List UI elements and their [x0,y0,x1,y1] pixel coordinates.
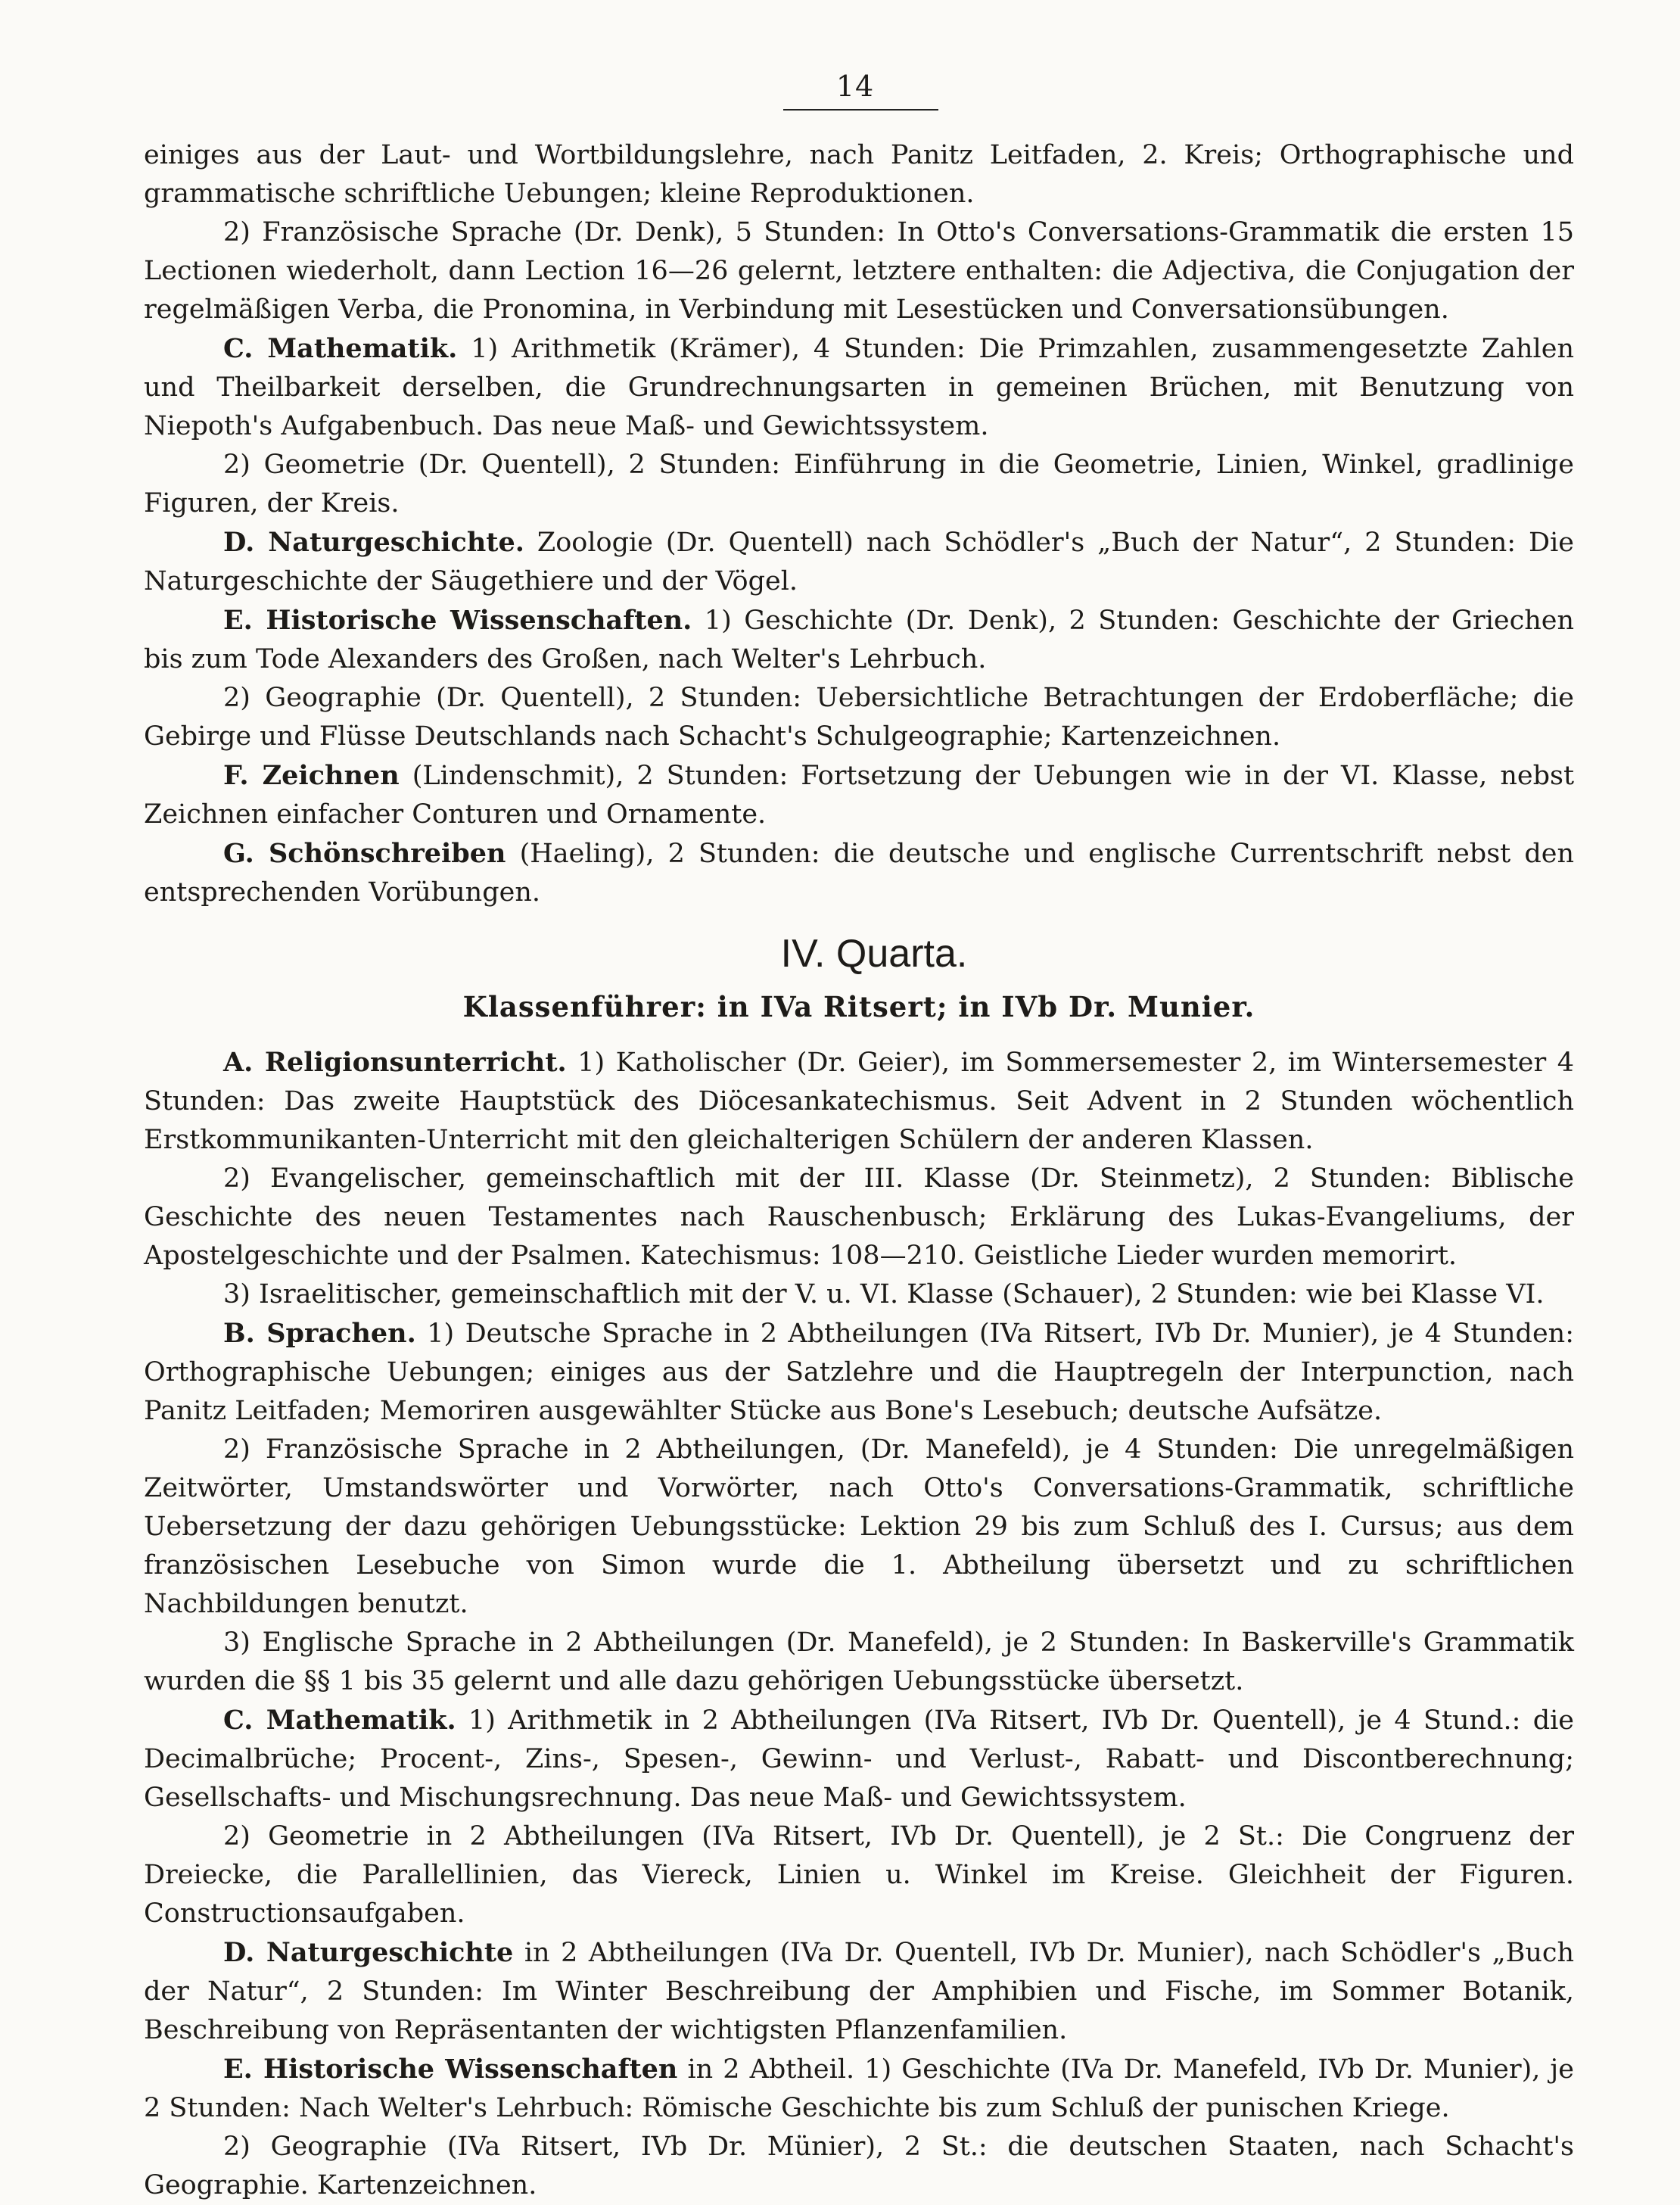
paragraph-q_isr [144,1275,1574,1314]
paragraph-text: einiges aus der Laut- und Wortbildungslehre, nach Panitz Leitfaden, 2. Kreis; Orthographische und grammatische schriftliche Uebungen; kleine Reproduktionen. [144,140,1574,209]
paragraph-text: (Lindenschmit), 2 Stunden: Fortsetzung der Uebungen wie in der VI. Klasse, nebst Zeichnen einfacher Conturen und Ornamente. [144,761,1575,830]
paragraph-text: 2) Geographie (Dr. Quentell), 2 Stunden: Uebersichtliche Betrachtungen der Erdoberfläche; die Gebirge und Flüsse Deutschlands nach Schacht's Schulgeographie; Kartenzeichnen. [144,683,1574,752]
paragraph-p_cont [144,136,1574,213]
paragraph-p_natur [144,523,1574,601]
subject-heading: A. Religionsunterricht. [223,1047,567,1078]
paragraph-q_rel [144,1043,1574,1160]
paragraph-text: 1) Deutsche Sprache in 2 Abtheilungen (IVa Ritsert, IVb Dr. Munier), je 4 Stunden: Orthographische Uebungen; einiges aus der Satzlehre und die Hauptregeln der Interpunction, nach Panitz Leitfaden; Memoriren ausgewählter Stücke aus Bone's Lesebuch; deutsche Aufsätze. [144,1319,1574,1426]
page-body [144,136,1574,2205]
paragraph-text: 2) Französische Sprache in 2 Abtheilungen, (Dr. Manefeld), je 4 Stunden: Die unregelmäßigen Zeitwörter, Umstandswörter und Vorwörter, nach Otto's Conversations-Grammatik, schriftliche Uebersetzung der dazu gehörigen Uebungsstücke: Lektion 29 bis zum Schluß des I. Cursus; aus dem französischen Lesebuche von Simon wurde die 1. Abtheilung übersetzt und zu schriftlichen Nachbildungen benutzt. [144,1434,1574,1619]
paragraph-q_spr [144,1314,1574,1431]
paragraph-p_schoen [144,834,1574,912]
paragraph-q_engl [144,1624,1574,1701]
paragraph-text: 2) Evangelischer, gemeinschaftlich mit der III. Klasse (Dr. Steinmetz), 2 Stunden: Biblische Geschichte des neuen Testamentes nach Rauschenbusch; Erklärung des Lukas-Evangeliums, der Apostelgeschichte und der Psalmen. Katechismus: 108—210. Geistliche Lieder wurden memorirt. [144,1163,1574,1271]
subject-heading: E. Historische Wissenschaften [223,2054,678,2085]
paragraph-text: 1) Arithmetik (Krämer), 4 Stunden: Die Primzahlen, zusammengesetzte Zahlen und Theilbarkeit derselben, die Grundrechnungsarten in gemeinen Brüchen, mit Benutzung von Niepoth's Aufgabenbuch. Das neue Maß- und Gewichtssystem. [144,334,1574,441]
class-leaders: Klassenführer: in IVa Ritsert; in IVb Dr. Munier. [462,990,1255,1023]
paragraph-text: (Haeling), 2 Stunden: die deutsche und englische Currentschrift nebst den entsprechenden Vorübungen. [144,839,1574,908]
subject-heading: G. Schönschreiben [223,838,506,869]
subject-heading: D. Naturgeschichte. [223,527,524,558]
paragraph-text: Zoologie (Dr. Quentell) nach Schödler's „Buch der Natur“, 2 Stunden: Die Naturgeschichte der Säugethiere und der Vögel. [144,528,1575,596]
paragraph-q_hist [144,2050,1574,2128]
paragraph-text: 3) Englische Sprache in 2 Abtheilungen (Dr. Manefeld), je 2 Stunden: In Baskerville's Grammatik wurden die §§ 1 bis 35 gelernt und alle dazu gehörigen Uebungsstücke übersetzt. [144,1627,1574,1696]
paragraph-text: 3) Israelitischer, gemeinschaftlich mit der V. u. VI. Klasse (Schauer), 2 Stunden: wie bei Klasse VI. [223,1279,1545,1310]
paragraph-p_geom [144,446,1574,523]
paragraph-text: 1) Geschichte (Dr. Denk), 2 Stunden: Geschichte der Griechen bis zum Tode Alexanders des Großen, nach Welter's Lehrbuch. [144,606,1574,674]
subject-heading: C. Mathematik. [223,1705,456,1736]
paragraph-q_evang [144,1160,1574,1275]
page-number: 14 [835,70,875,103]
paragraph-q_natur [144,1933,1574,2050]
subject-heading: B. Sprachen. [223,1318,416,1349]
subject-heading: C. Mathematik. [223,333,458,364]
paragraph-p_geog [144,679,1574,756]
paragraph-q_math [144,1701,1574,1817]
paragraph-p_zeich [144,756,1574,834]
paragraph-q_geog [144,2128,1574,2205]
paragraph-p_hist [144,601,1574,679]
header-rule [783,109,938,111]
paragraph-q_franz [144,1431,1574,1624]
paragraph-text: 2) Geometrie (Dr. Quentell), 2 Stunden: Einführung in die Geometrie, Linien, Winkel, gradlinige Figuren, der Kreis. [144,450,1574,519]
paragraph-q_geom [144,1817,1574,1933]
paragraph-text: in 2 Abtheil. 1) Geschichte (IVa Dr. Manefeld, IVb Dr. Munier), je 2 Stunden: Nach Welter's Lehrbuch: Römische Geschichte bis zum Schluß der punischen Kriege. [144,2054,1574,2123]
quinta-continuation [144,136,1574,912]
quarta-curriculum [144,1043,1574,2205]
paragraph-text: 1) Arithmetik in 2 Abtheilungen (IVa Ritsert, IVb Dr. Quentell), je 4 Stund.: die Decimalbrüche; Procent-, Zins-, Spesen-, Gewinn- und Verlust-, Rabatt- und Discontberechnung; Gesellschafts- und Mischungsrechnung. Das neue Maß- und Gewichtssystem. [144,1705,1574,1813]
paragraph-p_franz [144,213,1574,329]
paragraph-p_math [144,329,1574,446]
paragraph-text: 2) Geographie (IVa Ritsert, IVb Dr. Münier), 2 St.: die deutschen Staaten, nach Schacht's Geographie. Kartenzeichnen. [144,2132,1574,2200]
subject-heading: D. Naturgeschichte [223,1937,514,1968]
section-title: IV. Quarta. [780,932,968,976]
paragraph-text: 2) Französische Sprache (Dr. Denk), 5 Stunden: In Otto's Conversations-Grammatik die ersten 15 Lectionen wiederholt, dann Lection 16—26 gelernt, letztere enthalten: die Adjectiva, die Conjugation der regelmäßigen Verba, die Pronomina, in Verbindung mit Lesestücken und Conversationsübungen. [144,217,1574,325]
subject-heading: F. Zeichnen [223,760,400,791]
subject-heading: E. Historische Wissenschaften. [223,605,692,636]
paragraph-text: 2) Geometrie in 2 Abtheilungen (IVa Ritsert, IVb Dr. Quentell), je 2 St.: Die Congruenz der Dreiecke, die Parallellinien, das Viereck, Linien u. Winkel im Kreise. Gleichheit der Figuren. Constructionsaufgaben. [144,1821,1574,1929]
paragraph-text: in 2 Abtheilungen (IVa Dr. Quentell, IVb Dr. Munier), nach Schödler's „Buch der Natur“, 2 Stunden: Im Winter Beschreibung der Amphibien und Fische, im Sommer Botanik, Beschreibung von Repräsentanten der wichtigsten Pflanzenfamilien. [144,1938,1575,2045]
paragraph-text: 1) Katholischer (Dr. Geier), im Sommersemester 2, im Wintersemester 4 Stunden: Das zweite Hauptstück des Diöcesankatechismus. Seit Advent in 2 Stunden wöchentlich Erstkommunikanten-Unterricht mit den gleichalterigen Schülern der anderen Klassen. [144,1048,1574,1155]
